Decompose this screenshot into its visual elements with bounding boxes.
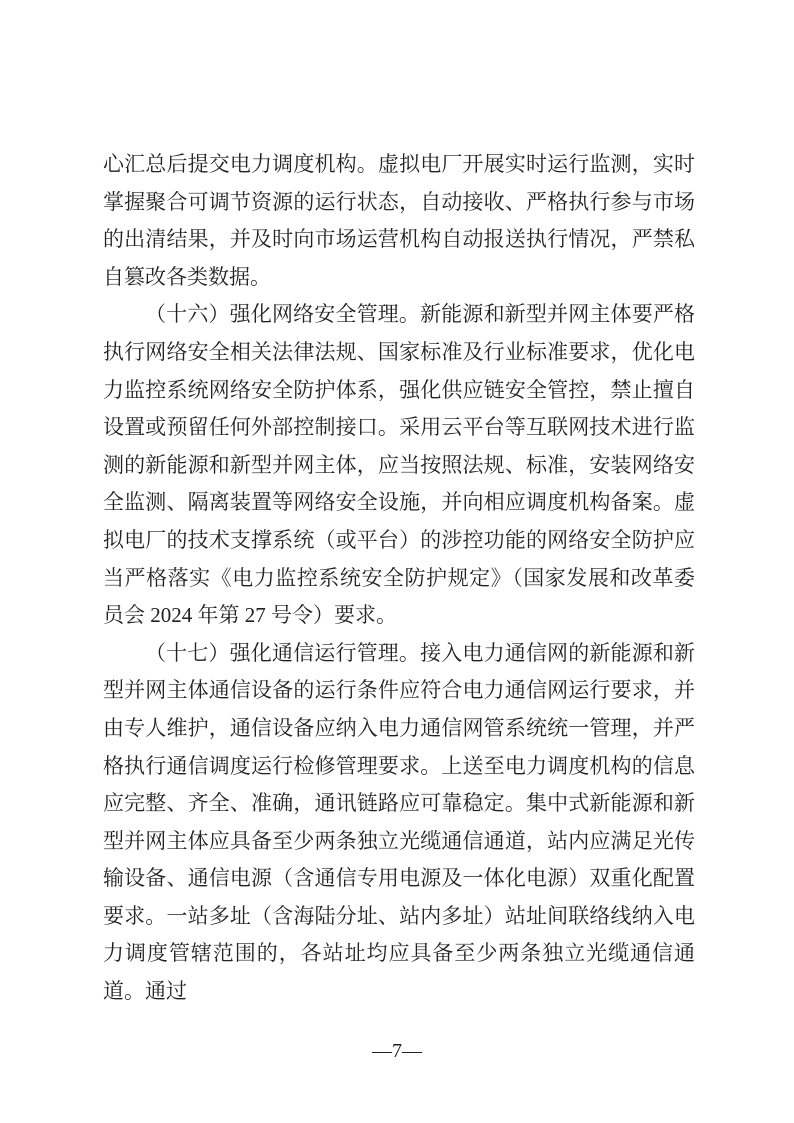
paragraph-continuation-text: 心汇总后提交电力调度机构。虚拟电厂开展实时运行监测，实时掌握聚合可调节资源的运行状态，自动接收、严格执行参与市场的出清结果，并及时向市场运营机构自动报送执行情况，严禁私自篡改各类数据。 <box>103 152 695 289</box>
page-footer <box>0 1036 794 1066</box>
document-body <box>103 146 695 1011</box>
section-17-title: （十七）强化通信运行管理。 <box>145 640 421 665</box>
section-16-title: （十六）强化网络安全管理。 <box>145 302 421 327</box>
section-16-body: 新能源和新型并网主体要严格执行网络安全相关法律法规、国家标准及行业标准要求，优化电力监控系统网络安全防护体系，强化供应链安全管控，禁止擅自设置或预留任何外部控制接口。采用云平台等互联网技术进行监测的新能源和新型并网主体，应当按照法规、标准，安装网络安全监测、隔离装置等网络安全设施，并向相应调度机构备案。虚拟电厂的技术支撑系统（或平台）的涉控功能的网络安全防护应当严格落实《电力监控系统安全防护规定》（国家发展和改革委员会 2024 年第 27 号令）要求。 <box>103 302 696 628</box>
page-number: —7— <box>372 1040 422 1062</box>
paragraph-continuation <box>103 146 695 296</box>
paragraph-section-17 <box>103 635 695 1011</box>
section-17-body: 接入电力通信网的新能源和新型并网主体通信设备的运行条件应符合电力通信网运行要求，并由专人维护，通信设备应纳入电力通信网管系统统一管理，并严格执行通信调度运行检修管理要求。上送至电力调度机构的信息应完整、齐全、准确，通讯链路应可靠稳定。集中式新能源和新型并网主体应具备至少两条独立光缆通信通道，站内应满足光传输设备、通信电源（含通信专用电源及一体化电源）双重化配置要求。一站多址（含海陆分址、站内多址）站址间联络线纳入电力调度管辖范围的，各站址均应具备至少两条独立光缆通信通道。通过 <box>103 640 696 1004</box>
paragraph-section-16 <box>103 296 695 634</box>
